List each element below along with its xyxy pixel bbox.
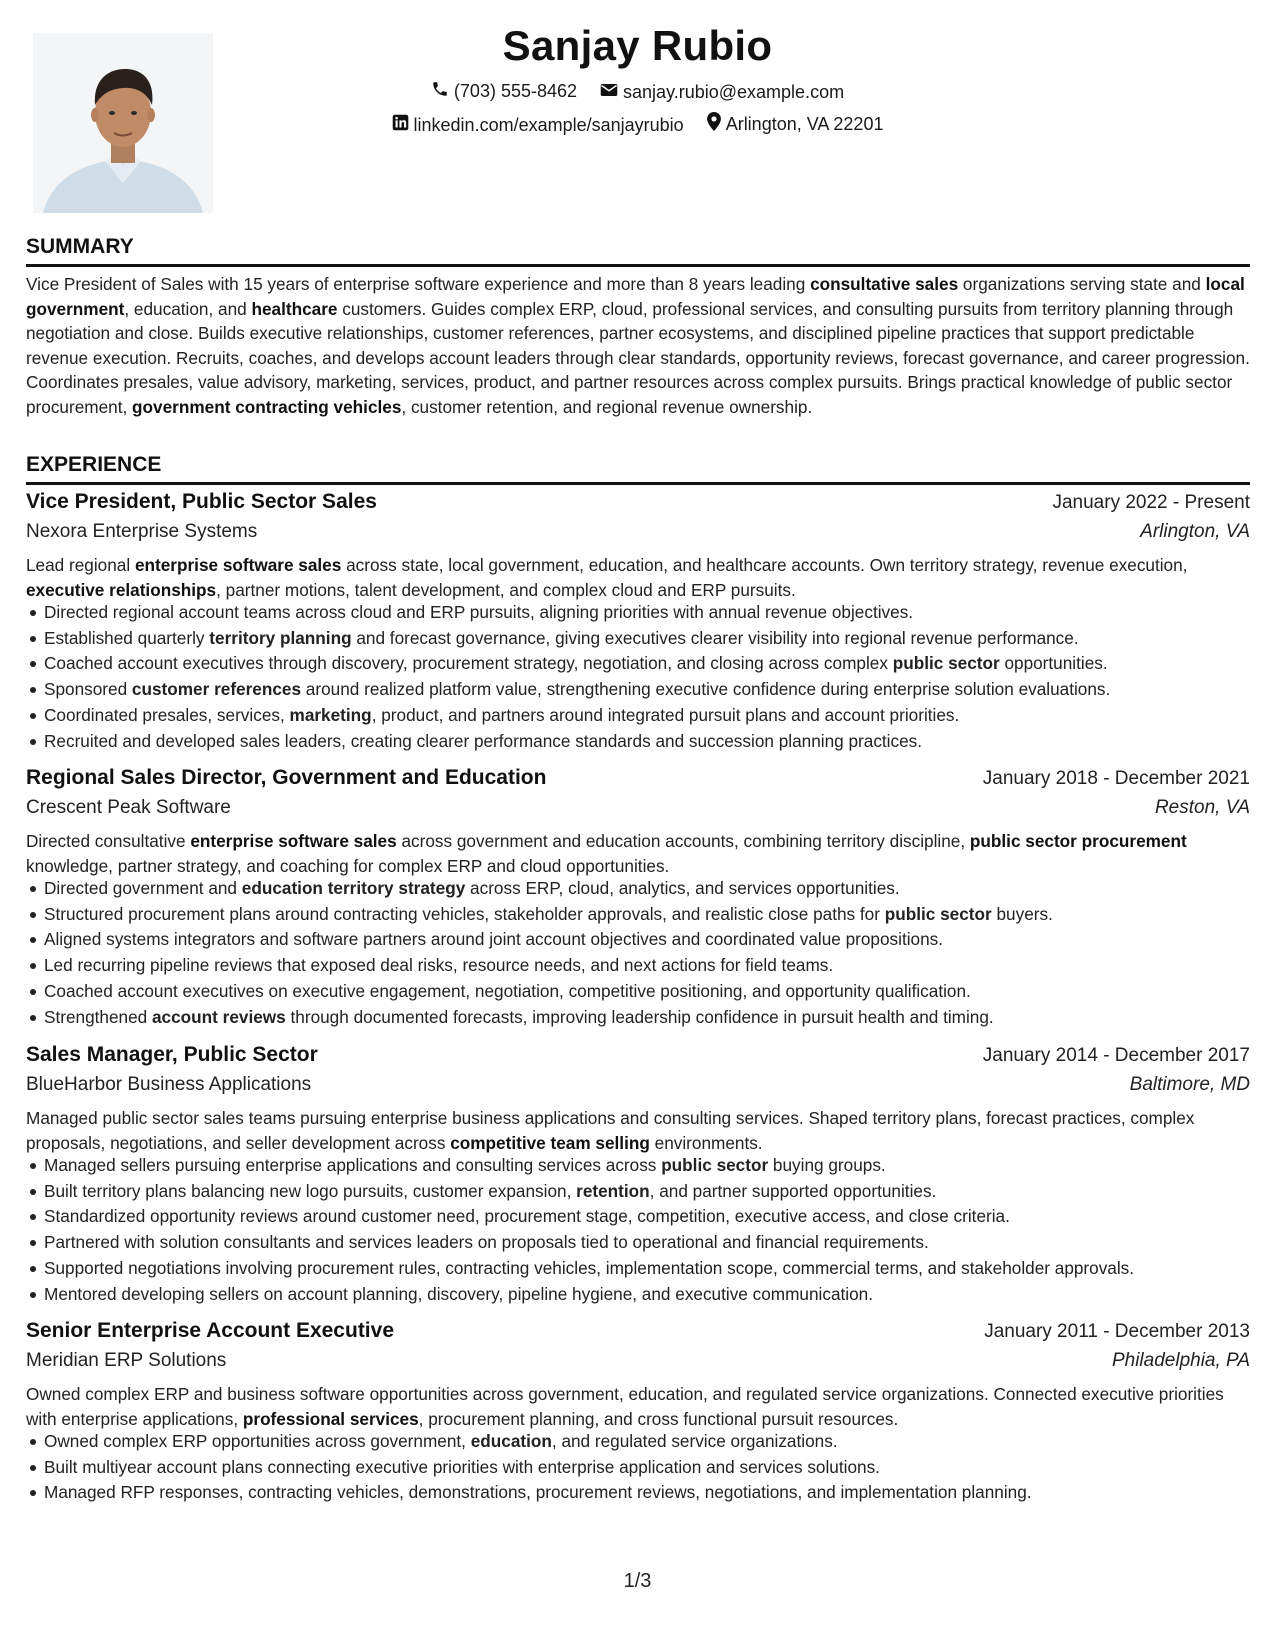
text-run: and forecast governance, giving executives clearer visibility into regional revenue performance. xyxy=(351,627,1079,648)
text-run: Managed sellers pursuing enterprise applications and consulting services across xyxy=(44,1155,662,1175)
text-run: Aligned systems integrators and software partners around joint account objectives and coordinated value propositions. xyxy=(44,929,944,950)
bullet-item xyxy=(26,1230,1256,1256)
bullet-item xyxy=(26,651,1256,677)
text-run: Directed government and xyxy=(44,878,242,898)
bullet-item xyxy=(26,677,1256,703)
bold-keyword: healthcare xyxy=(251,298,338,319)
job-title: Senior Enterprise Account Executive xyxy=(26,1319,395,1342)
bold-keyword: government contracting vehicles xyxy=(132,396,402,417)
job-location: Reston, VA xyxy=(1154,797,1250,818)
bullet-item xyxy=(26,1480,1256,1506)
text-run: Established quarterly xyxy=(44,627,210,648)
page-number: 1/3 xyxy=(623,1570,652,1592)
contact-line-1 xyxy=(0,80,1275,103)
job-bullets xyxy=(26,1153,1256,1307)
text-run: Directed regional account teams across cloud and ERP pursuits, aligning priorities with annual revenue objectives. xyxy=(44,602,914,622)
text-run: Structured procurement plans around contracting vehicles, stakeholder approvals, and realistic close paths for xyxy=(44,903,885,924)
bold-keyword: public sector xyxy=(661,1155,769,1175)
linkedin-contact[interactable] xyxy=(392,114,684,136)
job-location: Arlington, VA xyxy=(1140,521,1250,542)
text-run: , procurement planning, and cross functional pursuit resources. xyxy=(418,1408,899,1429)
bullet-item xyxy=(26,902,1256,928)
job-dates: January 2011 - December 2013 xyxy=(984,1321,1250,1342)
text-run: across government and education accounts, combining territory discipline, xyxy=(396,831,970,851)
text-run: Supported negotiations involving procurement rules, contracting vehicles, implementation scope, commercial terms, and stakeholder approvals. xyxy=(44,1257,1135,1278)
job-dates: January 2022 - Present xyxy=(1052,492,1250,513)
phone-icon xyxy=(431,80,449,103)
location-text: Arlington, VA 22201 xyxy=(725,113,884,134)
text-run: buyers. xyxy=(991,903,1053,924)
text-run: Lead regional xyxy=(26,555,135,575)
job-intro xyxy=(26,829,1254,878)
bold-keyword: public sector xyxy=(892,653,1000,674)
bold-keyword: local government xyxy=(26,274,1245,319)
job-intro xyxy=(26,1106,1254,1155)
contact-line-2 xyxy=(0,112,1275,136)
bullet-item xyxy=(26,1179,1256,1205)
phone-contact[interactable] xyxy=(431,80,577,103)
text-run: , partner motions, talent development, and complex cloud and ERP pursuits. xyxy=(216,579,796,600)
text-run: , customer retention, and regional revenue ownership. xyxy=(401,396,813,417)
text-run: knowledge, partner strategy, and coaching for complex ERP and cloud opportunities. xyxy=(26,855,670,876)
candidate-name: Sanjay Rubio xyxy=(502,22,773,69)
text-run: environments. xyxy=(649,1132,763,1153)
bold-keyword: executive relationships xyxy=(26,579,217,600)
linkedin-icon xyxy=(392,114,409,136)
job-title: Vice President, Public Sector Sales xyxy=(26,490,377,513)
bullet-item xyxy=(26,953,1256,979)
job-title: Regional Sales Director, Government and Education xyxy=(26,766,547,789)
text-run: , product, and partners around integrated pursuit plans and account priorities. xyxy=(371,704,960,725)
bullet-item xyxy=(26,1204,1256,1230)
bullet-item xyxy=(26,1005,1256,1031)
text-run: Coached account executives on executive engagement, negotiation, competitive positioning, and opportunity qualification. xyxy=(44,980,971,1001)
job-company: Crescent Peak Software xyxy=(26,797,231,818)
summary-heading: SUMMARY xyxy=(26,234,1250,267)
text-run: Strengthened xyxy=(44,1006,152,1027)
text-run: across ERP, cloud, analytics, and services opportunities. xyxy=(465,878,900,898)
bold-keyword: consultative sales xyxy=(810,274,959,294)
text-run: buying groups. xyxy=(768,1155,886,1175)
bold-keyword: competitive team selling xyxy=(450,1132,650,1153)
bullet-item xyxy=(26,1429,1256,1455)
job-dates: January 2014 - December 2017 xyxy=(982,1045,1250,1066)
text-run: opportunities. xyxy=(999,653,1108,674)
text-run: Managed RFP responses, contracting vehicles, demonstrations, procurement reviews, negotiations, and implementation planning. xyxy=(44,1482,1032,1503)
text-run: Owned complex ERP opportunities across government, xyxy=(44,1431,471,1451)
bold-keyword: public sector procurement xyxy=(969,831,1187,851)
text-run: Coached account executives through discovery, procurement strategy, negotiation, and closing across complex xyxy=(44,653,893,674)
email-contact[interactable] xyxy=(600,82,844,103)
phone-number: (703) 555-8462 xyxy=(453,81,578,101)
text-run: Built multiyear account plans connecting executive priorities with enterprise application and services solutions. xyxy=(44,1456,880,1477)
job-company: Nexora Enterprise Systems xyxy=(26,521,258,542)
email-address: sanjay.rubio@example.com xyxy=(623,82,845,102)
summary-text xyxy=(26,272,1254,420)
bullet-item xyxy=(26,626,1256,652)
text-run: Partnered with solution consultants and services leaders on proposals tied to operational and financial requirements. xyxy=(44,1232,929,1253)
bold-keyword: account reviews xyxy=(151,1006,286,1027)
linkedin-url: linkedin.com/example/sanjayrubio xyxy=(413,114,684,135)
text-run: customers. Guides complex ERP, cloud, professional services, and consulting pursuits from territory planning through negotiation and close. Builds executive relationships, customer references, partner ecosystems, and disciplined pipeline practices that support predictable revenue execution. Recruits, coaches, and develops account leaders through clear standards, opportunity reviews, forecast governance, and career progression. Coordinates presales, value advisory, marketing, services, product, and partner resources across complex pursuits. Brings practical knowledge of public sector procurement, xyxy=(26,298,1250,417)
text-run: Owned complex ERP and business software opportunities across government, education, and regulated service organizations. Connected executive priorities with enterprise applications, xyxy=(26,1384,1224,1429)
bold-keyword: marketing xyxy=(289,704,372,725)
text-run: Led recurring pipeline reviews that exposed deal risks, resource needs, and next actions for field teams. xyxy=(44,955,834,976)
bullet-item xyxy=(26,927,1256,953)
text-run: through documented forecasts, improving leadership confidence in pursuit health and timing. xyxy=(285,1006,994,1027)
bold-keyword: public sector xyxy=(884,903,992,924)
job-title: Sales Manager, Public Sector xyxy=(26,1043,318,1066)
bold-keyword: enterprise software sales xyxy=(134,555,342,575)
job-bullets xyxy=(26,600,1256,754)
bold-keyword: retention xyxy=(576,1180,650,1201)
text-run: , and partner supported opportunities. xyxy=(649,1180,937,1201)
bullet-item xyxy=(26,1153,1256,1179)
bullet-item xyxy=(26,1282,1256,1308)
text-run: Directed consultative xyxy=(26,831,191,851)
text-run: , and regulated service organizations. xyxy=(551,1431,838,1451)
text-run: Sponsored xyxy=(44,679,132,700)
experience-heading: EXPERIENCE xyxy=(26,452,1250,485)
bullet-item xyxy=(26,1256,1256,1282)
job-intro xyxy=(26,1382,1254,1431)
bullet-item xyxy=(26,979,1256,1005)
text-run: organizations serving state and xyxy=(958,274,1206,294)
text-run: Standardized opportunity reviews around customer need, procurement stage, competition, executive access, and close criteria. xyxy=(44,1206,1010,1227)
location-contact xyxy=(707,112,884,136)
text-run: across state, local government, education, and healthcare accounts. Own territory strategy, revenue execution, xyxy=(341,555,1188,575)
bold-keyword: territory planning xyxy=(209,627,352,648)
bullet-item xyxy=(26,876,1256,902)
job-location: Baltimore, MD xyxy=(1129,1074,1250,1095)
bold-keyword: enterprise software sales xyxy=(190,831,397,851)
bold-keyword: education xyxy=(470,1431,552,1451)
text-run: Vice President of Sales with 15 years of enterprise software experience and more than 8 years leading xyxy=(26,274,811,294)
text-run: Mentored developing sellers on account planning, discovery, pipeline hygiene, and executive communication. xyxy=(44,1283,874,1304)
job-company: BlueHarbor Business Applications xyxy=(26,1074,312,1095)
job-intro xyxy=(26,553,1254,602)
job-company: Meridian ERP Solutions xyxy=(26,1350,227,1371)
bullet-item xyxy=(26,600,1256,626)
text-run: around realized platform value, strengthening executive confidence during enterprise solution evaluations. xyxy=(301,679,1111,700)
text-run: Managed public sector sales teams pursuing enterprise business applications and consulting services. Shaped territory plans, forecast practices, complex proposals, negotiations, and seller development across xyxy=(26,1108,1195,1153)
bold-keyword: education territory strategy xyxy=(241,878,466,898)
map-pin-icon xyxy=(707,112,721,136)
text-run: Recruited and developed sales leaders, creating clearer performance standards and succession planning practices. xyxy=(44,730,923,751)
job-dates: January 2018 - December 2021 xyxy=(982,768,1250,789)
bullet-item xyxy=(26,729,1256,755)
bold-keyword: customer references xyxy=(131,679,302,700)
text-run: Built territory plans balancing new logo pursuits, customer expansion, xyxy=(44,1180,577,1201)
bold-keyword: professional services xyxy=(242,1408,419,1429)
envelope-icon xyxy=(600,82,618,103)
bullet-item xyxy=(26,1455,1256,1481)
job-location: Philadelphia, PA xyxy=(1111,1350,1250,1371)
text-run: , education, and xyxy=(124,298,252,319)
text-run: Coordinated presales, services, xyxy=(44,704,290,725)
job-bullets xyxy=(26,876,1256,1030)
bullet-item xyxy=(26,703,1256,729)
job-bullets xyxy=(26,1429,1256,1506)
